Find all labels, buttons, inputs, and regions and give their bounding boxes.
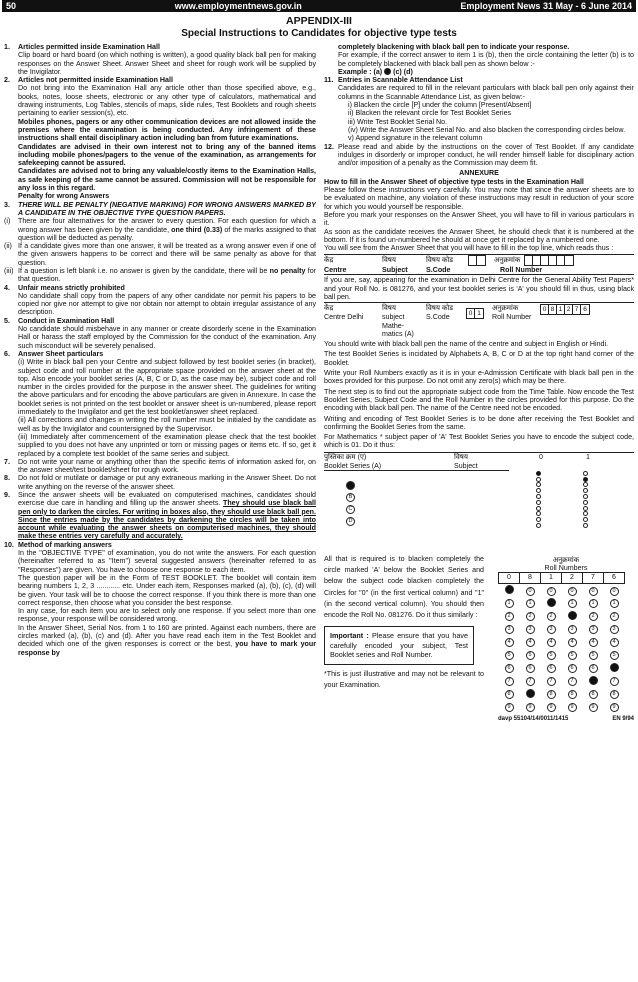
roll-bubble: 8 [610,690,619,699]
example-row: Example : (a) (c) (d) [338,67,413,76]
roll-bubble: 5 [526,651,535,660]
section-5: 5. Conduct in Examination Hall No candidate should misbehave in any manner or create disorderly scene in the Examination Hall or harass the staff employed by the Commission for the conduct of the examination. Any such misconduct will be severely penalised. [4,316,316,350]
section-bold-text: Penalty for wrong Answers [18,192,110,201]
roll-bubble: 7 [505,677,514,686]
roll-bubble: 0 [589,587,598,596]
roll-number-grid: अनुक्रमांक Roll Numbers 0 8 1 2 7 6 0 0 0 0 0 1 1 1 1 1 2 2 2 2 2 3 3 3 3 3 3 4 4 4 4 4 4 5 5 5 5 5 5 6 6 6 6 6 7 7 7 7 7 8 8 8 8 8 9 9 9 9 9 9 davp 55104/14/0011/1415 EN 9/94 [498,555,634,722]
section-text: Clip board or hard board (on which nothing is written), a good quality black ball pen for making responses on the Answer Sheet. Answer Sheet and sheet for rough work will be supplied by the Invigilator. [18,51,316,76]
page-number: 50 [6,0,17,11]
left-column [4,43,316,723]
roll-bubble: 6 [547,664,556,673]
series-bubble-a [346,481,355,490]
site-url[interactable]: www.employmentnews.gov.in [174,0,302,11]
roll-bubble: 7 [568,677,577,686]
section-heading: Articles not permitted inside Examination Hall [18,76,173,85]
roll-bubble [526,689,535,698]
roll-bubble: 4 [547,638,556,647]
section-10-continued: completely blackening with black ball pen to indicate your response. For example, if the correct answer to item 1 is (b), then the circle containing the letter (b) is to be completely blackened with black ball pen as shown below :- Example : (a) (c) (d) [338,42,634,76]
roll-bubble: 5 [547,651,556,660]
roll-bubble: 9 [526,703,535,712]
roll-bubble: 1 [589,599,598,608]
roll-bubble: 5 [568,651,577,660]
roll-bubble: 5 [589,651,598,660]
top-line-sample: केंद्र विषय विषय कोड अनुक्रमांक Centre Subject S.Code Roll Number [324,254,634,275]
roll-bubble: 7 [610,677,619,686]
roll-bubble: 0 [568,587,577,596]
series-bubble-b: B [346,493,355,502]
roll-bubble: 9 [589,703,598,712]
roll-bubble: 3 [568,625,577,634]
roll-bubble [505,585,514,594]
section-heading: Conduct in Examination Hall [18,316,115,325]
roll-bubble: 3 [547,625,556,634]
roll-number-boxes: 0 8 1 2 7 6 [540,304,590,315]
roll-bubble: 8 [568,690,577,699]
section-12: 12. Please read and abide by the instructions on the cover of Test Booklet. If any candidate indulges in disorderly or improper conduct, he will render himself liable for disciplinary action and/or imposition of a penalty as the Commission may deem fit. [324,142,634,168]
series-bubble-d: D [346,517,355,526]
top-line-filled-sample: केंद्र विषय विषय कोड अनुक्रमांक Centre Delhi subject Mathe- matics (A) S.Code 0 1 Roll Number 0 8 1 2 7 6 [324,302,634,338]
roll-bubble: 2 [526,612,535,621]
section-bold-text: Mobiles phones, pagers or any other communication devices are not allowed inside the premises where the examination is being conducted. Any infringement of these instructions shall entail disciplinary action including ban from future examinations. [18,117,316,143]
attendance-steps: i) Blacken the circle [P] under the column [Present/Absent] ii) Blacken the relevant circle for Test Booklet Series iii) Write Test Booklet Serial No. (iv) Write the Answer Sheet Serial No. and also blacken the corresponding circles below. v) Append signature in the relevant column [348,101,626,143]
roll-bubble: 2 [547,612,556,621]
roll-bubble: 4 [589,638,598,647]
roll-bubble [589,676,598,685]
roll-bubble: 4 [526,638,535,647]
roll-bubble [547,598,556,607]
roll-bubble: 3 [526,625,535,634]
subject-code-column-0 [536,471,541,529]
roll-bubble [610,663,619,672]
roll-bubble: 8 [505,690,514,699]
roll-bubble: 5 [505,651,514,660]
davp-code: davp 55104/14/0011/1415 [498,715,569,722]
roll-bubble: 4 [610,638,619,647]
roll-bubble: 1 [505,599,514,608]
roll-bubble: 7 [526,677,535,686]
roll-bubble: 9 [568,703,577,712]
roll-bubble: 0 [547,587,556,596]
roll-bubble: 9 [505,703,514,712]
right-column: completely blackening with black ball pen to indicate your response. For example, if the correct answer to item 1 is (b), then the circle containing the letter (b) is to be completely blackened with black ball pen as shown below :- Example : (a) (c) (d) 11. Entries in Scannable Attendance List Candidates are required to fill in the relevant particulars with black ball pen only against their columns in the Scannable Attendance List, as given below:- i) Blacken the circle [P] under the column [Present/Absent] ii) Blacken the relevant circle for Test Booklet Series iii) Write Test Booklet Serial No. (iv) Write the Answer Sheet Serial No. and also blacken the corresponding circles below. v) Append signature in the relevant column 12. Please read and abide by the instructions on the cover of Test Booklet. If any candidate indulges in disorderly or improper conduct, he will render himself liable for disciplinary action and/or imposition of a penalty as the Commission may deem fit. ANNEXURE How to fill in the Answer Sheet of objective type tests in the Examination Hall Please follow these instructions very carefully. You may note that since the answer sheets are to be evaluated on machine, any violation of these instructions may result in reduction of your score for which you would yourself be responsible. Before you mark your responses on the Answer Sheet, you will have to fill in various particulars in it. As soon as the candidate receives the Answer Sheet, he should check that it is numbered at the bottom. If it is found un-numbered he should at once get it replaced by a numbered one. You will see from the Answer Sheet that you will have to fill in the top line, which reads thus : केंद्र विषय विषय कोड अनुक्रमांक Centre Subject S.Code Roll Number If you are, say, appearing for the examination in Delhi Centre for the General Ability Test Papers* and your Roll No. is 081276, and your test booklet series is 'A' you should fill in thus, using black ball pen. केंद्र विषय विषय कोड अनुक्रमांक Centre Delhi subject Mathe- matics (A) S.Code 0 1 Roll Number 0 8 1 2 7 6 You should write with black ball pen the name of the centre and subject in English or Hindi. The test Booklet Series is incidated by Alphabets A, B, C or D at the top right hand corner of the Booklet. Write your Roll Numbers exactly as it is in your e-Admission Certificate with black ball pen in the boxes provided for this purpose. Do not omit any zero(s) which may be there. The next step is to find out the appropriate subject code from the Time Table. Now encode the Test Booklet Series, Subject Code and the Roll Number in the circles provided for this purpose. Do the encoding with black ball pen. The name of the Centre need not be encoded. Writing and encoding of Test Booklet Series is to be done after receiving the Test Booklet and confirming the Booklet Series from the same. For Mathematics * subject paper of 'A' Test Booklet Series you have to encode the subject code, which is 01. Do it thus: पुस्तिका क्रम (ए) विषय 0 1 Booklet Series (A) Subject B C D All that is required is to blacken completely the circle marked 'A' below the Booklet Series and below the subject code blacken completely the Circles for "0" (in the first vertical column) and "1" (in the second vertical column). You should then encode the Roll No. 081276. Do it thus similarly : Important : Please ensure that you have carefully encoded your subject, Test Booklet series and Roll Number. *This is just illustrative and may not be relevant to your Examination. अनुक्रमांक Roll Numbers 0 8 1 2 7 6 0 0 0 0 0 1 1 1 1 1 2 2 2 2 2 3 3 3 3 3 3 4 4 4 4 4 4 5 5 5 5 5 5 6 6 6 6 6 7 7 7 7 7 8 8 8 8 8 9 9 9 9 9 9 davp 55104/14/0011/1415 EN 9/94 [324,42,634,722]
subject-code-boxes: 0 1 [466,308,484,319]
section-11: 11. Entries in Scannable Attendance List Candidates are required to fill in the relevant particulars with black ball pen only against their columns in the Scannable Attendance List, as given below:- i) Blacken the circle [P] under the column [Present/Absent] ii) Blacken the relevant circle for Test Booklet Series iii) Write Test Booklet Serial No. (iv) Write the Answer Sheet Serial No. and also blacken the corresponding circles below. v) Append signature in the relevant column [324,76,634,143]
section-6: 6. Answer Sheet particulars (i) Write in black ball pen your Centre and subject followed by test booklet series (in bracket), subject code and roll number at the appropriate space provided on the answer sheet at the top. Also encode your booklet series (A, B, C or D, as the case may be), subject code and roll number in the circles provided for the purpose in the answer sheet. The guidelines for writing the above particulars and for encoding the above particulars are given in Annexure. In case the booklet series is not printed on the test booklet or answer sheet is un-numbered, please report immediately to the Invigilator and get the test booklet/answer sheet replaced. (ii) All corrections and changes in writing the roll number must be initialed by the candidate as well as by the Invigilator and countersigned by the Supervisor. (iii) Immediately after commencement of the examination please check that the test booklet supplied to you does not have any unprinted or torn or missing pages or items etc. If so, get it replaced by a complete test booklet of the same series and subject. [4,349,316,458]
roll-bubble: 3 [505,625,514,634]
encoding-instructions: All that is required is to blacken completely the circle marked 'A' below the Booklet Series and below the subject code blacken completely the Circles for "0" (in the first vertical column) and "1" (in the second vertical column). You should then encode the Roll No. 081276. Do it thus similarly : [324,554,484,620]
section-heading: Unfair means strictly prohibited [18,283,125,292]
roll-bubble: 6 [526,664,535,673]
appendix-title: APPENDIX-III [286,15,352,27]
roll-bubble: 6 [589,664,598,673]
roll-bubble: 2 [505,612,514,621]
header-bar [2,0,636,12]
roll-bubble: 9 [610,703,619,712]
filled-bubble-b [384,68,391,75]
roll-bubble: 6 [568,664,577,673]
roll-bubble: 0 [610,587,619,596]
section-heading: Answer Sheet particulars [18,349,104,358]
series-bubbles [346,481,355,526]
penalty-rule-1: (i) There are four alternatives for the answer to every question. For each question for which a wrong answer has been given by the candidate, one third (0.33) of the marks assigned to that question will be deducted as penalty. [4,217,316,242]
subject-code-column-1 [583,471,588,529]
section-bold-text: Candidates are advised in their own interest not to bring any of the banned items including mobile phones/pagers to the venue of the examination, as arrangements for safekeeping cannot be assured. [18,142,316,168]
section-heading: Method of marking answers [18,540,112,549]
important-box: Important : Please ensure that you have carefully encoded your subject, Test Booklet series and Roll Number. [324,626,474,665]
section-7: 7. Do not write your name or anything other than the specific items of information asked for, on the answer sheet/test booklet/sheet for rough work. [4,457,316,475]
roll-bubble: 8 [589,690,598,699]
issue-date: Employment News 31 May - 6 June 2014 [460,0,632,11]
section-1: 1. Articles permitted inside Examination Hall Clip board or hard board (on which nothing is written), a good quality black ball pen for making responses on the Answer Sheet. Answer Sheet and sheet for rough work will be supplied by the Invigilator. [4,42,316,76]
roll-bubble: 3 [589,625,598,634]
roll-bubble: 1 [610,599,619,608]
penalty-rule-3: (iii) If a question is left blank i.e. no answer is given by the candidate, there will be no penalty for that question. [4,266,316,284]
page-subtitle: Special Instructions to Candidates for objective type tests [181,28,457,40]
section-2: 2. Articles not permitted inside Examination Hall Do not bring into the Examination Hall any article other than those specified above, e.g., books, notes, loose sheets, electronic or any other type of calculators, mathematical and drawing instruments, Log Tables, stencils of maps, slide rules, Test Booklets and rough sheets pertaining to earlier session(s), etc. Mobiles phones, pagers or any other communication devices are not allowed inside the premises where the examination is being conducted. Any infringement of these instructions shall entail disciplinary action including ban from future examinations. Candidates are advised in their own interest not to bring any of the banned items including mobile phones/pagers to the venue of the examination, as arrangements for safekeeping cannot be assured. Candidates are advised not to bring any valuable/costly items to the Examination Halls, as safe keeping of the same cannot be assured. Commission will not be responsible for any loss in this regard. Penalty for wrong Answers [4,76,316,201]
section-9: 9. Since the answer sheets will be evaluated on computerised machines, candidates should exercise due care in handling and filling up the answer sheets. They should use black ball pen only to darken the circles. For writing in boxes also, they should use black ball pen. Since the entries made by the candidates by darkening the circles will be taken into account while evaluating the answer sheets on computerised machines, they should make these entries very carefully and accurately. [4,491,316,541]
roll-bubble: 2 [610,612,619,621]
penalty-heading: THERE WILL BE PENALTY (NEGATIVE MARKING) FOR WRONG ANSWERS MARKED BY A CANDIDATE IN THE OBJECTIVE TYPE QUESTION PAPERS. [18,200,316,217]
en-code: EN 9/94 [612,715,634,722]
roll-bubble: 4 [505,638,514,647]
roll-encoding-area [324,554,634,723]
roll-bubble: 4 [568,638,577,647]
section-bold-text: Candidates are advised not to bring any valuable/costly items to the Examination Halls, as safe keeping of the same cannot be assured. Commission will not be responsible for any loss in this regard. [18,167,316,193]
roll-bubble: 5 [610,651,619,660]
roll-bubble: 0 [526,587,535,596]
section-4: 4. Unfair means strictly prohibited No candidate shall copy from the papers of any other candidate nor permit his papers to be copied nor give nor attempt to give nor obtain nor attempt to obtain irregular assistance of any description. [4,283,316,317]
roll-bubble: 2 [589,612,598,621]
section-10: 10. Method of marking answers In the "OBJECTIVE TYPE" of examination, you do not write the answers. For each question (hereinafter referred to as "Item") several suggested answers (hereinafter referred to as "Responses") are given. You have to choose one response to each item. The question paper will be in the Form of TEST BOOKLET. The booklet will contain item bearing numbers 1, 2, 3 ............ etc. Under each item, Responses marked (a), (b), (c), (d) will be given. Your task will be to choose the correct response. If you think there is more than one correct response, then choose what you consider the best response. In any case, for each item you are to select only one response. If you select more than one response, your response will be considered wrong. In the Answer Sheet, Serial Nos. from 1 to 160 are printed. Against each numbers, there are circles marked (a), (b), (c) and (d). After you have read each item in the Test Booklet and decided which one of the given responses is correct or the best, you have to mark your response by [4,540,316,657]
roll-bubble: 1 [568,599,577,608]
roll-bubble [568,611,577,620]
penalty-rule-2: (ii) If a candidate gives more than one answer, it will be treated as a wrong answer even if one of the given answers happens to be correct and there will be same penalty as above for that question. [4,242,316,267]
section-text: Do not bring into the Examination Hall any article other than those specified above, e.g., books, notes, loose sheets, electronic or any other type of calculators, mathematical and drawing instruments, Log Tables, stencils of maps, slide rules, Test Booklets and rough sheets pertaining to earlier session(s), etc. [18,84,316,118]
section-3: 3. THERE WILL BE PENALTY (NEGATIVE MARKING) FOR WRONG ANSWERS MARKED BY A CANDIDATE IN THE OBJECTIVE TYPE QUESTION PAPERS. [4,200,316,217]
annexure-title: ANNEXURE [459,169,499,178]
roll-bubble: 6 [505,664,514,673]
illustrative-note: *This is just illustrative and may not be relevant to your Examination. [324,669,484,690]
section-heading: Articles permitted inside Examination Hall [18,42,160,51]
roll-bubble: 9 [547,703,556,712]
roll-bubble: 3 [610,625,619,634]
series-bubble-c: C [346,505,355,514]
annexure-heading: How to fill in the Answer Sheet of objective type tests in the Examination Hall [324,177,584,186]
section-8: 8. Do not fold or mutilate or damage or put any extraneous marking in the Answer Sheet. Do not write anything on the reverse of the answer sheet. [4,474,316,491]
roll-bubble: 8 [547,690,556,699]
roll-bubble: 1 [526,599,535,608]
series-subject-encoding: पुस्तिका क्रम (ए) विषय 0 1 Booklet Series (A) Subject B C D [324,452,634,554]
roll-bubble: 7 [547,677,556,686]
